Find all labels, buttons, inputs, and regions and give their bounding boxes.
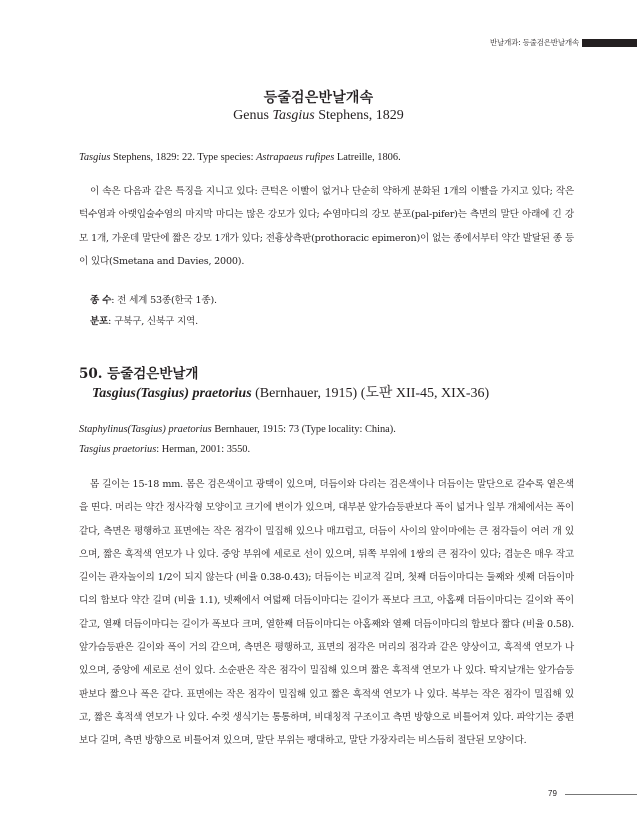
- species-count: [90, 292, 217, 306]
- species-title-korean: 50. 등줄검은반날개: [79, 366, 199, 382]
- genus-word: Genus: [233, 108, 273, 123]
- species-count-value: : 전 세계 53종(한국 1종).: [111, 295, 217, 306]
- footer-rule: [565, 794, 637, 795]
- genus-title-korean: 등줄검은반날개속: [263, 90, 374, 106]
- species-citation: [79, 444, 579, 455]
- running-title: 반날개과: 등줄검은반날개속: [489, 38, 579, 47]
- species-citation: [79, 424, 579, 435]
- genus-citation: [79, 152, 579, 163]
- species-genus: Tasgius: [92, 386, 136, 401]
- species-description-text: 몸 길이는 15-18 mm. 몸은 검은색이고 광택이 있으며, 더듬이와 다리는 검은색이나 더듬이는 말단으로 갈수록 옅은색을 띤다. 머리는 약간 정사각형 모양이고 크기에 변이가 있으며, 대부분 앞가슴등판보다 폭이 넓거나 일부 개체에서는 폭이 같다, 측면은 평행하고 표면에는 작은 점각이 밀집해 있으나 매끄럽고, 더듬이 사이의 앞이마에는 큰 점각들이 여러 개 있으며, 짧은 흑적색 연모가 나 있다. 중앙 부위에 세로로 선이 있으며, 뒤쪽 부위에 1쌍의 큰 점각이 있다; 겹눈은 매우 작고 길이는 관자놀이의 1/2이 되지 않는다 (비율 0.38-0.43); 더듬이는 비교적 길며, 첫째 더듬이마디는 둘째와 셋째 더듬이마디의 합보다 약간 길며 (비율 1.1), 넷째에서 여덟째 더듬이마디는 길이가 폭보다 크고, 아홉째 더듬이마디는 길이와 폭이 같고, 열째 더듬이마디는 길이가 폭보다 크며, 열한째 더듬이마디는 아홉째와 열째 더듬이마디의 합보다 짧다 (비율 0.58). 앞가슴등판은 길이와 폭이 거의 같으며, 측면은 평행하고, 표면의 점각은 머리의 점각과 같은 양상이고, 흑적색 연모가 나 있으며, 중앙에 세로로 선이 있다. 소순판은 작은 점각이 밀집해 있으며 짧은 흑적색 연모가 나 있다. 딱지날개는 앞가슴등판보다 짧으나 폭은 같다. 표면에는 작은 점각이 밀집해 있고 짧은 흑적색 연모가 나 있다. 복부는 작은 점각이 밀집해 있고, 짧은 흑적색 연모가 나 있다. 수컷 생식기는 통통하며, 비대칭적 구조이고 측면 방향으로 비틀어져 있다. 파악기는 중편보다 길며, 측면 방향으로 비틀어져 있으며, 말단 부위는 팽대하고, 말단 가장자리는 비스듬히 절단된 모양이다.: [79, 479, 574, 747]
- distribution-value: : 구북구, 신북구 지역.: [108, 316, 198, 327]
- genus-citation-text1: Stephens, 1829: 22. Type species:: [110, 152, 257, 163]
- distribution: [90, 313, 198, 327]
- species-epithet: praetorius: [189, 386, 252, 401]
- genus-description: [79, 180, 574, 273]
- genus-citation-name: Tasgius: [79, 152, 111, 163]
- header-bar: [582, 39, 637, 47]
- species-title-latin: [92, 382, 489, 402]
- citation-name: Tasgius praetorius: [79, 444, 157, 455]
- page-number: 79: [548, 789, 557, 798]
- species-count-label: 종 수: [90, 295, 112, 306]
- citation-name: Staphylinus: [79, 424, 128, 435]
- citation-text: Bernhauer, 1915: 73 (Type locality: China).: [211, 424, 396, 435]
- genus-name: Tasgius: [272, 108, 315, 123]
- genus-author: Stephens, 1829: [314, 108, 404, 123]
- citation-text: : Herman, 2001: 3550.: [156, 444, 251, 455]
- genus-title-latin: [0, 108, 637, 124]
- distribution-label: 분포: [90, 316, 109, 327]
- species-author-plates: (Bernhauer, 1915) (도판 XII-45, XIX-36): [251, 386, 490, 401]
- citation-epithet: praetorius: [165, 424, 212, 435]
- genus-type-species: Astrapaeus rufipes: [256, 152, 335, 163]
- species-description: [79, 473, 574, 753]
- citation-subgenus: (Tasgius): [127, 424, 166, 435]
- genus-description-text: 이 속은 다음과 같은 특징을 지니고 있다: 큰턱은 이빨이 없거나 단순히 약하게 분화된 1개의 이빨을 가지고 있다; 작은턱수염과 아랫입술수염의 마지막 마디는 많은 강모가 있다; 수염마디의 강모 분포(pal-pifer)는 측면의 말단 아래에 긴 강모 1개, 가운데 말단에 짧은 강모 1개가 있다; 전흉상측판(prothoracic epimeron)이 없는 종에서부터 약간 발달된 종 등이 있다(Smetana and Davies, 2000).: [79, 186, 574, 267]
- running-header: [0, 35, 637, 49]
- species-subgenus: (Tasgius): [135, 386, 190, 401]
- genus-citation-text2: Latreille, 1806.: [334, 152, 401, 163]
